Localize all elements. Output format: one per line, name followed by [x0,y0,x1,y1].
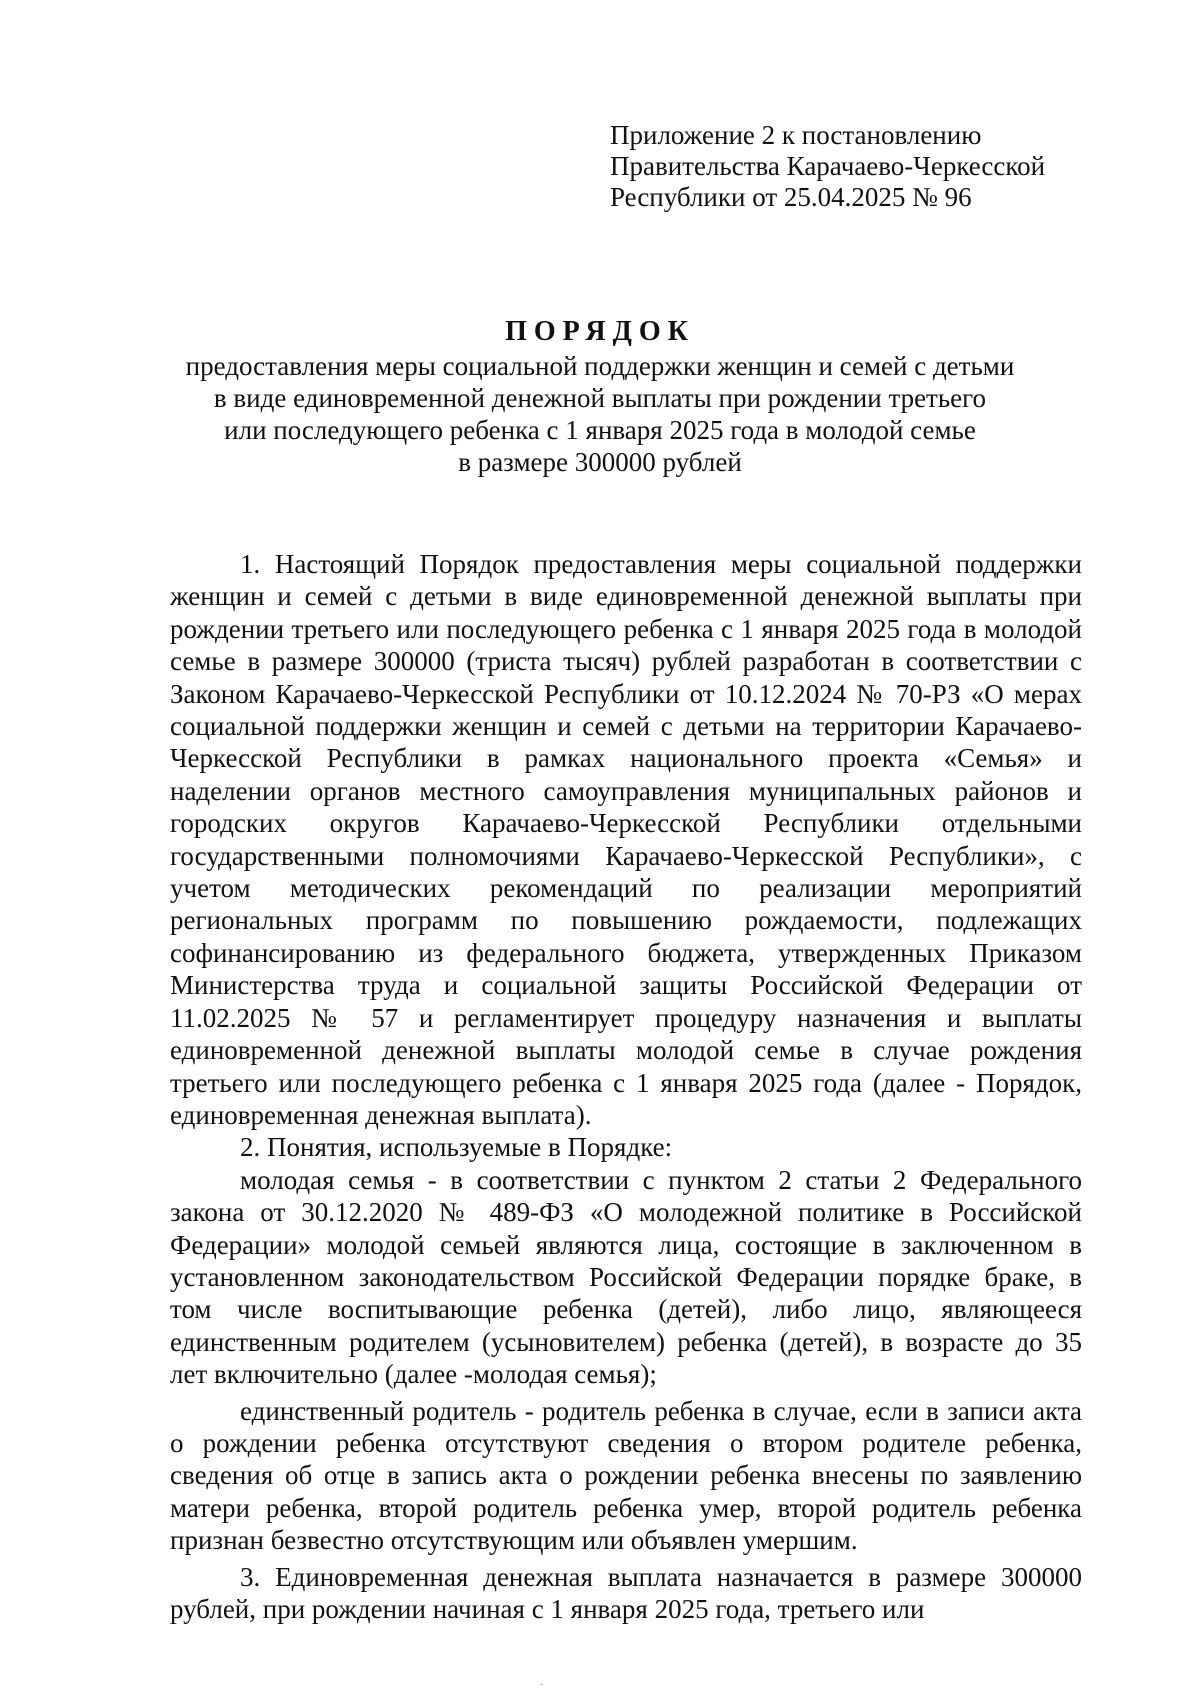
subtitle-line-1: предоставления меры социальной поддержки женщин и семей с детьми [185,351,1015,381]
document-subtitle [150,350,1050,478]
subtitle-line-2: в виде единовременной денежной выплаты при рождении третьего [213,383,987,413]
appendix-line-2: Правительства Карачаево-Черкесской [610,151,1046,181]
definition-young-family: молодая семья - в соответствии с пунктом 2 статьи 2 Федерального закона от 30.12.2020 № 489-ФЗ «О молодежной политике в Российской Федерации» молодой семьей являются лица, состоящие в заключенном в установленном законодательством Российской Федерации порядке браке, в том числе воспитывающие ребенка (детей), либо лицо, являющееся единственным родителем (усыновителем) ребенка (детей), в возрасте до 35 лет включительно (далее -молодая семья); [170,1164,1082,1390]
appendix-line-3: Республики от 25.04.2025 № 96 [610,182,972,212]
paragraph-2: 2. Понятия, используемые в Порядке: [240,1132,673,1163]
document-title: ПОРЯДОК [505,316,695,347]
scan-speck: · [540,1680,544,1691]
subtitle-line-3: или последующего ребенка с 1 января 2025 года в молодой семье [224,415,976,445]
appendix-line-1: Приложение 2 к постановлению [610,120,982,150]
paragraph-1: 1. Настоящий Порядок предоставления меры социальной поддержки женщин и семей с детьми в виде единовременной денежной выплаты при рождении третьего или последующего ребенка с 1 января 2025 года в молодой семье в размере 300000 (триста тысяч) рублей разработан в соответствии с Законом Карачаево-Черкесской Республики от 10.12.2024 № 70-РЗ «О мерах социальной поддержки женщин и семей с детьми на территории Карачаево-Черкесской Республики в рамках национального проекта «Семья» и наделении органов местного самоуправления муниципальных районов и городских округов Карачаево-Черкесской Республики отдельными государственными полномочиями Карачаево-Черкесской Республики», с учетом методических рекомендаций по реализации мероприятий региональных программ по повышению рождаемости, подлежащих софинансированию из федерального бюджета, утвержденных Приказом Министерства труда и социальной защиты Российской Федерации от 11.02.2025 № 57 и регламентирует процедуру назначения и выплаты единовременной денежной выплаты молодой семье в случае рождения третьего или последующего ребенка с 1 января 2025 года (далее - Порядок, единовременная денежная выплата). [170,549,1082,1130]
appendix-header [610,120,1130,213]
paragraph-3: 3. Единовременная денежная выплата назначается в размере 300000 рублей, при рождении начиная с 1 января 2025 года, третьего или [170,1561,1082,1624]
definition-single-parent: единственный родитель - родитель ребенка в случае, если в записи акта о рождении ребенка отсутствуют сведения о втором родителе ребенка, сведения об отце в запись акта о рождении ребенка внесены по заявлению матери ребенка, второй родитель ребенка умер, второй родитель ребенка признан безвестно отсутствующим или объявлен умершим. [170,1395,1082,1556]
document-body [170,548,1082,1625]
subtitle-line-4: в размере 300000 рублей [458,447,742,477]
